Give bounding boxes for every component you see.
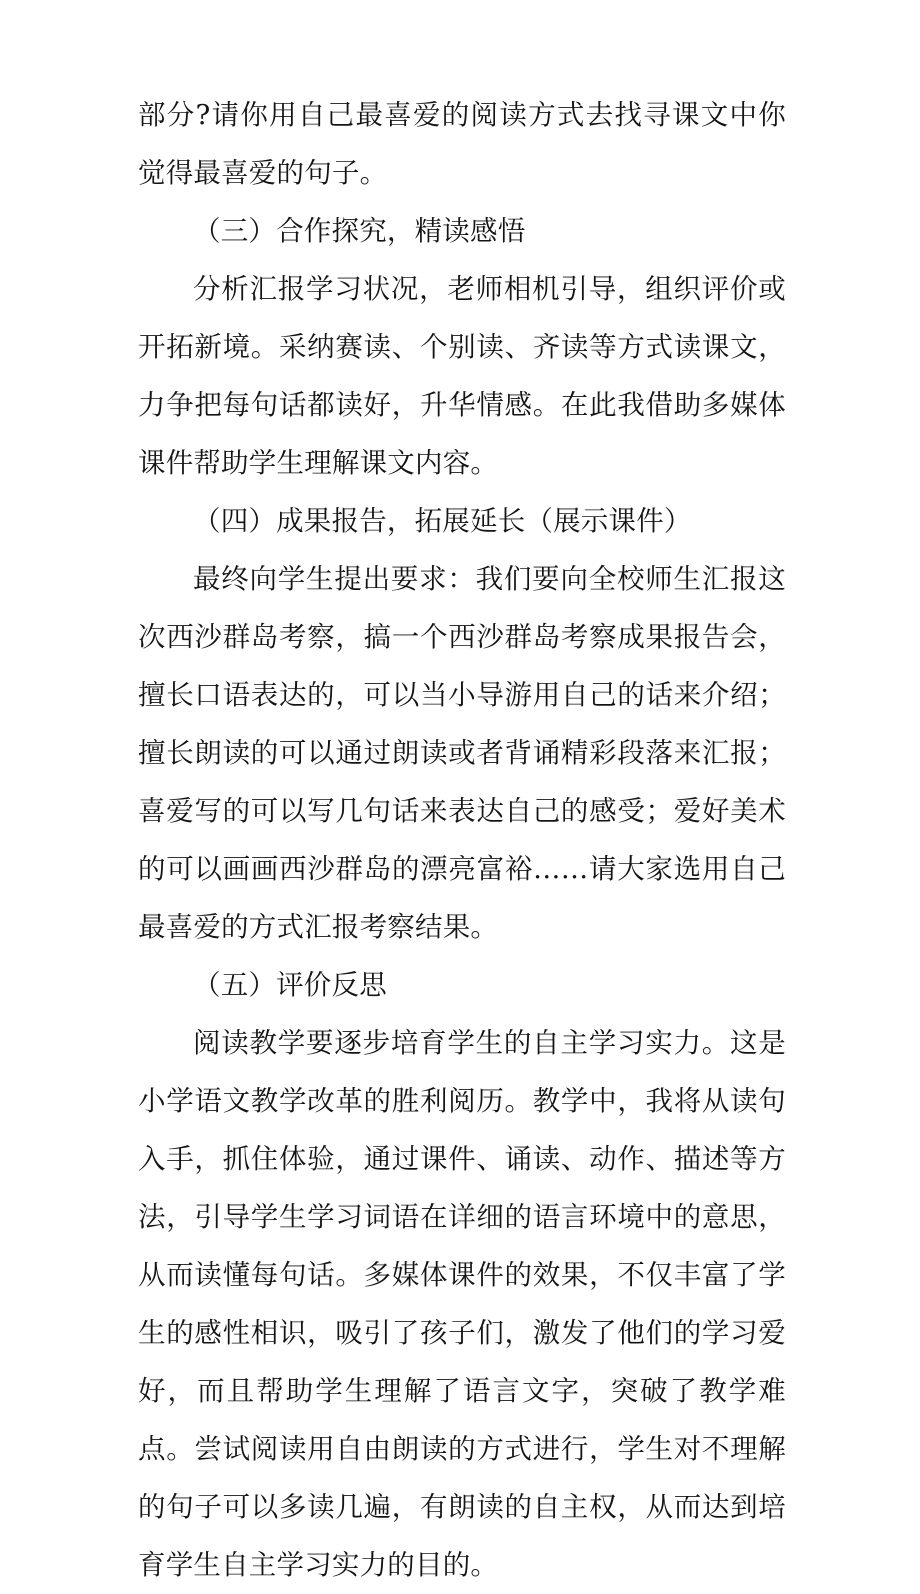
heading-section-three: （三）合作探究，精读感悟 (193, 215, 526, 247)
paragraph-section-four-body: 最终向学生提出要求：我们要向全校师生汇报这次西沙群岛考察，搞一个西沙群岛考察成果报告会，擅长口语表达的，可以当小导游用自己的话来介绍；擅长朗读的可以通过朗读或者背诵精彩段落来汇报；喜爱写的可以写几句话来表达自己的感受；爱好美术的可以画画西沙群岛的漂亮富裕……请大家选用自己最喜爱的方式汇报考察结果。 (138, 563, 786, 943)
paragraph-continued-reading-prompt: 部分?请你用自己最喜爱的阅读方式去找寻课文中你觉得最喜爱的句子。 (138, 99, 786, 189)
heading-section-five: （五）评价反思 (193, 969, 387, 1001)
paragraph-section-three-body: 分析汇报学习状况，老师相机引导，组织评价或开拓新境。采纳赛读、个别读、齐读等方式读课文，力争把每句话都读好，升华情感。在此我借助多媒体课件帮助学生理解课文内容。 (138, 273, 786, 479)
heading-section-four: （四）成果报告，拓展延长（展示课件） (193, 505, 692, 537)
document-body (138, 86, 786, 1594)
paragraph-section-five-body: 阅读教学要逐步培育学生的自主学习实力。这是小学语文教学改革的胜利阅历。教学中，我将从读句入手，抓住体验，通过课件、诵读、动作、描述等方法，引导学生学习词语在详细的语言环境中的意思，从而读懂每句话。多媒体课件的效果，不仅丰富了学生的感性相识，吸引了孩子们，激发了他们的学习爱好，而且帮助学生理解了语言文字，突破了教学难点。尝试阅读用自由朗读的方式进行，学生对不理解的句子可以多读几遍，有朗读的自主权，从而达到培育学生自主学习实力的目的。 (138, 1027, 786, 1581)
